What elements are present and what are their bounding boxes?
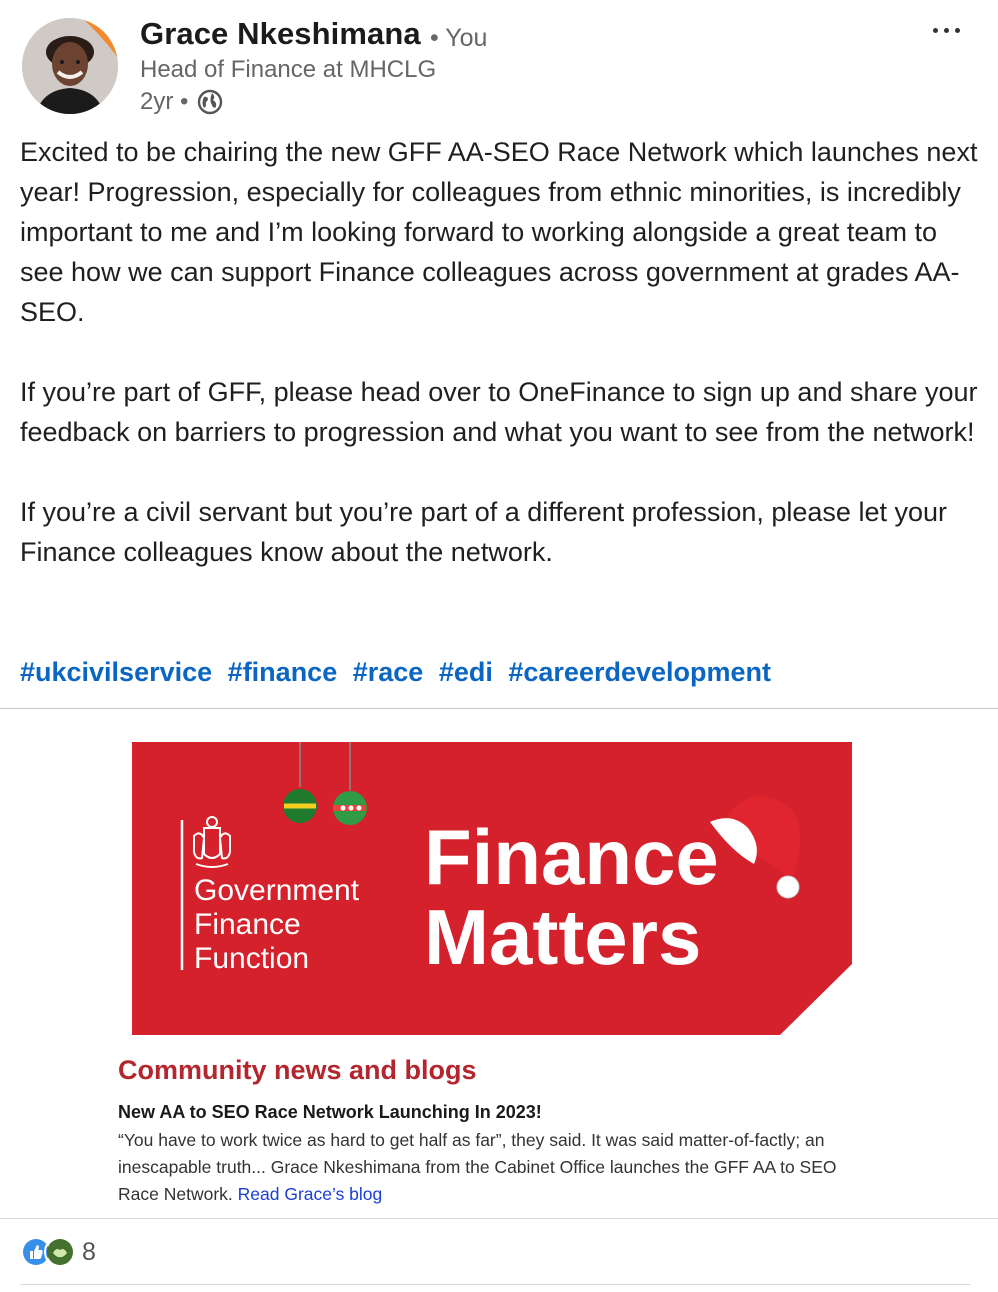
reaction-count: 8	[82, 1237, 96, 1266]
divider	[0, 1218, 998, 1219]
hashtag-link[interactable]: #careerdevelopment	[508, 657, 772, 687]
author-headline: Head of Finance at MHCLG	[140, 56, 437, 83]
post-timestamp	[140, 88, 224, 116]
hashtag-link[interactable]: #edi	[438, 657, 493, 687]
hashtag-link[interactable]: #ukcivilservice	[20, 657, 213, 687]
logo-line: Function	[194, 942, 310, 975]
logo-line: Finance	[194, 908, 301, 941]
avatar-photo	[22, 18, 118, 114]
author-avatar[interactable]	[22, 18, 118, 114]
author-name[interactable]: Grace Nkeshimana	[140, 16, 421, 51]
more-options-icon	[933, 28, 938, 33]
more-options-dot	[944, 28, 949, 33]
finance-matters-banner	[132, 742, 852, 1035]
post-paragraph: If you’re a civil servant but you’re part of a different profession, please let your Finance colleagues know about the network.	[20, 497, 947, 567]
banner-title: Matters	[424, 893, 702, 981]
hashtag-link[interactable]: #race	[352, 657, 424, 687]
author-connection-degree: • You	[430, 24, 488, 52]
globe-icon	[196, 88, 224, 116]
logo-line: Government	[194, 874, 360, 907]
article-title: New AA to SEO Race Network Launching In 2023!	[118, 1102, 542, 1122]
community-heading: Community news and blogs	[118, 1055, 477, 1085]
support-icon	[44, 1236, 76, 1268]
reactions-summary[interactable]	[20, 1236, 96, 1268]
article-snippet-text: “You have to work twice as hard to get half as far”, they said. It was said matter-of-factly; an inescapable truth... Grace Nkeshimana from the Cabinet Office launches the GFF AA to SEO Race Network.	[118, 1130, 837, 1204]
post-body	[20, 132, 980, 572]
hashtag-list	[20, 652, 779, 692]
divider	[20, 1284, 970, 1285]
hashtag-link[interactable]: #finance	[227, 657, 338, 687]
article-snippet	[118, 1127, 858, 1208]
read-blog-link[interactable]: Read Grace’s blog	[237, 1184, 383, 1204]
post-paragraph: If you’re part of GFF, please head over to OneFinance to sign up and share your feedback on barriers to progression and what you want to see from the network!	[20, 377, 978, 447]
post-image[interactable]	[0, 709, 998, 1219]
banner-title: Finance	[424, 813, 719, 901]
more-options-button[interactable]	[922, 14, 970, 46]
post-age: 2yr •	[140, 88, 189, 115]
more-options-dot	[955, 28, 960, 33]
post-paragraph: Excited to be chairing the new GFF AA-SEO Race Network which launches next year! Progression, especially for colleagues from ethnic minorities, is incredibly important to me and I’m looking forward to working alongside a great team to see how we can support Finance colleagues across government at grades AA-SEO.	[20, 137, 978, 327]
